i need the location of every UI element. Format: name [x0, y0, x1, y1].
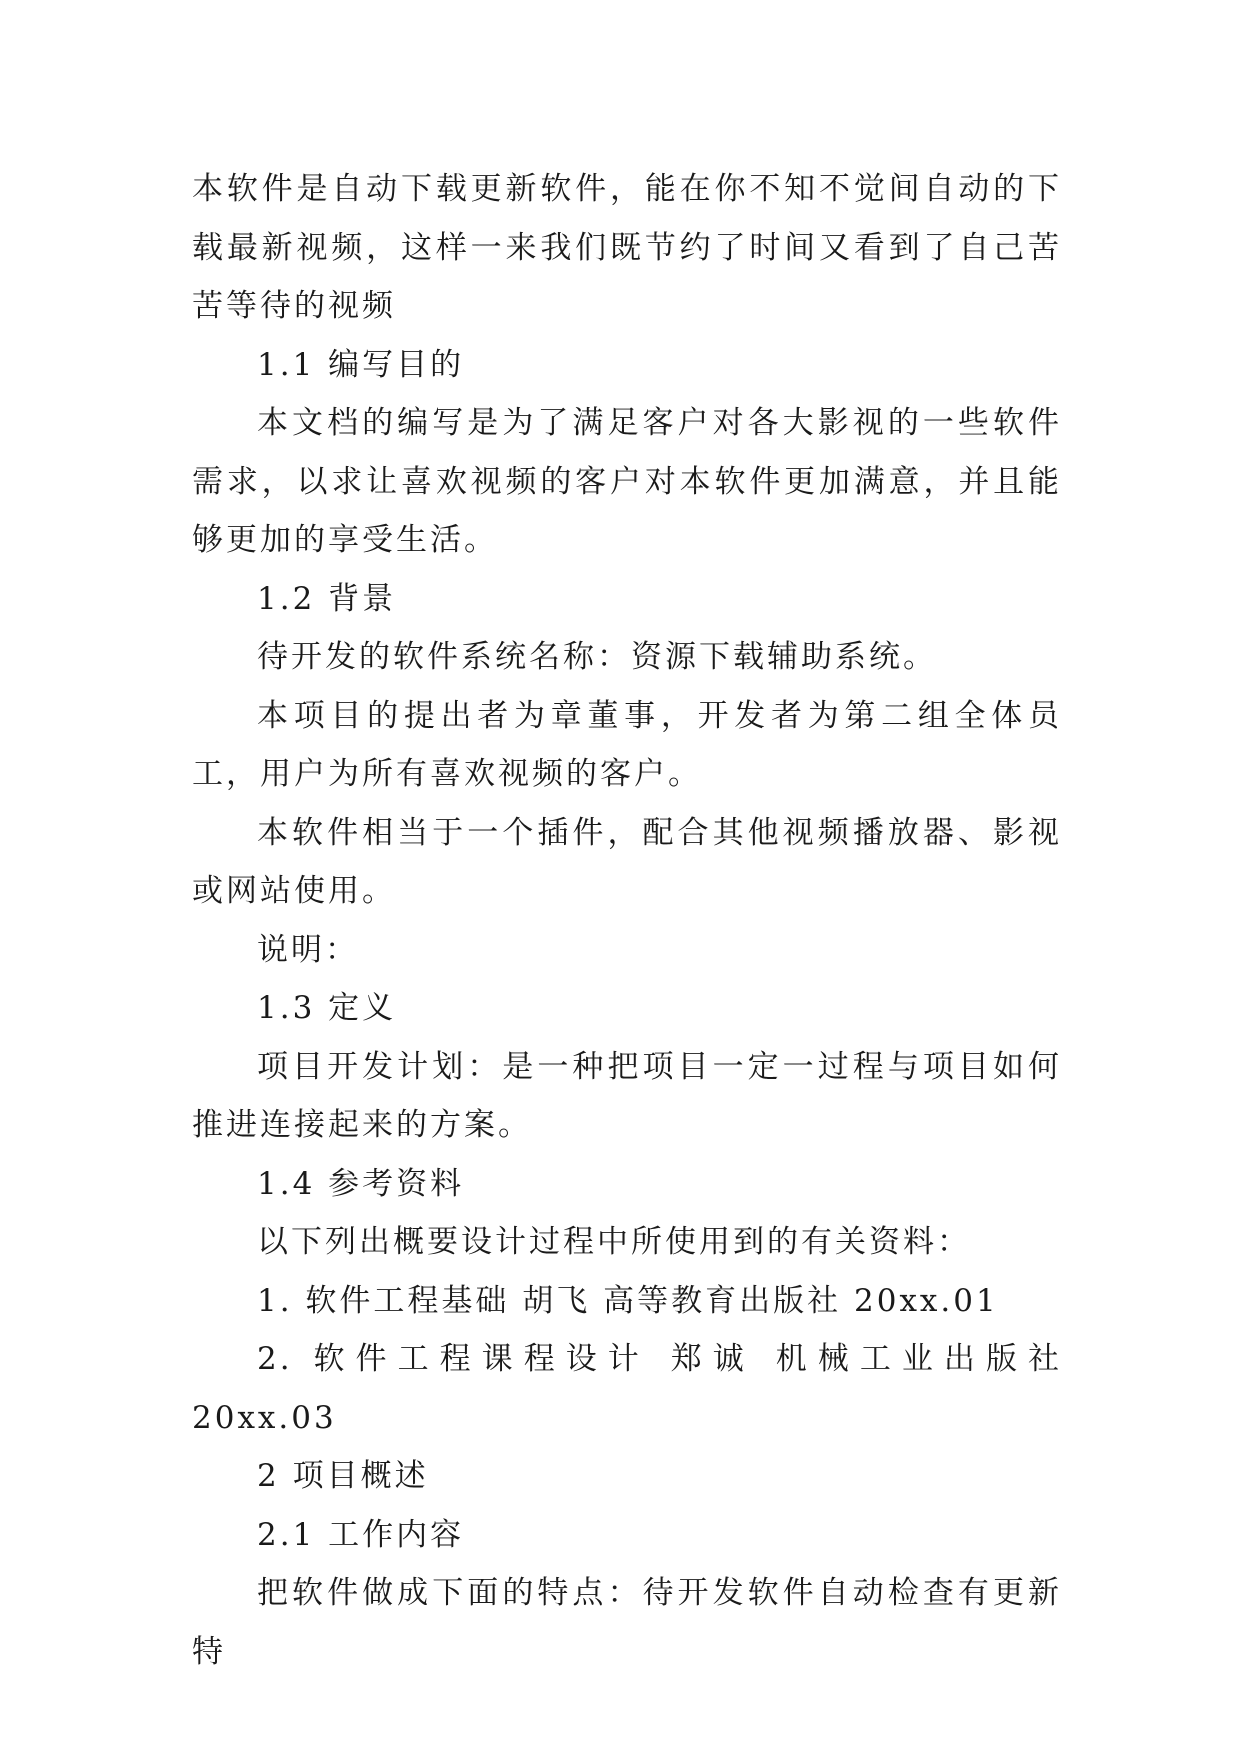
- paragraph-features: 把软件做成下面的特点：待开发软件自动检查有更新特: [192, 1575, 1062, 1670]
- paragraph-system-name: 待开发的软件系统名称：资源下载辅助系统。: [257, 639, 937, 675]
- paragraph-references-intro: 以下列出概要设计过程中所使用到的有关资料：: [257, 1224, 971, 1260]
- reference-item-1: 1. 软件工程基础 胡飞 高等教育出版社 20xx.01: [257, 1282, 999, 1319]
- paragraph-note: 说明：: [257, 931, 359, 968]
- reference-item-2: 2. 软件工程课程设计 郑诚 机械工业出版社 20xx.03: [192, 1341, 1062, 1436]
- heading-1-1: 1.1 编写目的: [257, 346, 465, 383]
- heading-1-2: 1.2 背景: [257, 580, 397, 617]
- paragraph-plugin: 本软件相当于一个插件，配合其他视频播放器、影视或网站使用。: [192, 814, 1062, 909]
- heading-2-1: 2.1 工作内容: [257, 1516, 465, 1553]
- heading-1-4: 1.4 参考资料: [257, 1165, 465, 1202]
- document-body: [192, 160, 1062, 1681]
- heading-1-3: 1.3 定义: [257, 990, 397, 1026]
- paragraph-project-parties: 本项目的提出者为章董事，开发者为第二组全体员工，用户为所有喜欢视频的客户。: [192, 697, 1062, 792]
- paragraph-intro: 本软件是自动下载更新软件，能在你不知不觉间自动的下载最新视频，这样一来我们既节约了时间又看到了自己苦苦等待的视频: [192, 171, 1062, 324]
- heading-2: 2 项目概述: [257, 1458, 429, 1494]
- paragraph-purpose: 本文档的编写是为了满足客户对各大影视的一些软件需求，以求让喜欢视频的客户对本软件更加满意，并且能够更加的享受生活。: [192, 405, 1062, 558]
- paragraph-definition: 项目开发计划：是一种把项目一定一过程与项目如何推进连接起来的方案。: [192, 1048, 1062, 1143]
